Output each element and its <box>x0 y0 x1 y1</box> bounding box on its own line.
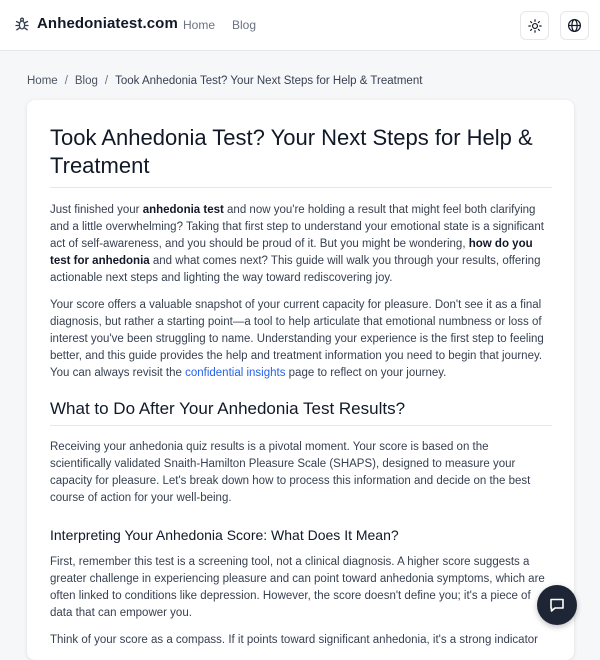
theme-toggle-button[interactable] <box>520 11 549 40</box>
nav-blog-link[interactable]: Blog <box>232 18 257 32</box>
article-paragraph: First, remember this test is a screening tool, not a clinical diagnosis. A higher score suggests a greater challenge in experiencing pleasure and can point toward anhedonia symptoms, which are often linked to conditions like depression. However, the score doesn't define you; it's a piece of data that can empower you. <box>50 556 545 619</box>
chat-bubble-icon <box>548 596 566 614</box>
brand-logo-link[interactable] <box>14 15 178 32</box>
nav-home-link[interactable]: Home <box>183 18 216 32</box>
article-paragraph: Think of your score as a compass. If it points toward significant anhedonia, it's a strong indicator <box>50 634 538 646</box>
language-selector-button[interactable] <box>560 11 589 40</box>
breadcrumb-separator: / <box>64 75 68 87</box>
globe-icon <box>567 18 582 33</box>
main-nav <box>183 18 273 32</box>
article-paragraph: Just finished your anhedonia test and now you're holding a result that might feel both clarifying and a little overwhelming? Taking that first step to understand your emotional state is a significant act of self-awareness, and you should be proud of it. But you might be wondering, how do you test for anhedonia and what comes next? This guide will walk you through your results, offering actionable next steps and lighting the way toward rediscovering joy. <box>50 204 544 284</box>
subsection-heading: Interpreting Your Anhedonia Score: What Does It Mean? <box>50 527 399 543</box>
article-card <box>27 100 574 660</box>
breadcrumb-home-link[interactable]: Home <box>27 75 58 87</box>
top-navigation-bar <box>0 0 600 51</box>
sun-icon <box>528 19 542 33</box>
section-heading: What to Do After Your Anhedonia Test Results? <box>50 398 552 426</box>
bug-icon <box>14 16 30 32</box>
article-content <box>50 124 552 659</box>
breadcrumb-blog-link[interactable]: Blog <box>74 75 98 87</box>
article-paragraph: Your score offers a valuable snapshot of your current capacity for pleasure. Don't see it as a final diagnosis, but rather a starting point—a tool to help articulate that emotional numbness or loss of interest you've been struggling to name. Understanding your experience is the first step to feeling better, and this guide provides the help and treatment information you need to begin that journey. You can always revisit the confidential insights page to reflect on your journey. <box>50 299 544 379</box>
chat-button[interactable] <box>537 585 577 625</box>
confidential-insights-link[interactable]: confidential insights <box>185 367 286 379</box>
breadcrumb <box>27 75 422 87</box>
breadcrumb-current: Took Anhedonia Test? Your Next Steps for Help & Treatment <box>115 75 423 87</box>
article-paragraph: Receiving your anhedonia quiz results is a pivotal moment. Your score is based on the scientifically validated Snaith-Hamilton Pleasure Scale (SHAPS), designed to measure your capacity for pleasure. Let's break down how to process this information and decide on the best course of action for your well-being. <box>50 441 531 504</box>
article-title: Took Anhedonia Test? Your Next Steps for Help & Treatment <box>50 124 552 188</box>
brand-name: Anhedoniatest.com <box>37 15 178 32</box>
breadcrumb-separator: / <box>104 75 109 87</box>
